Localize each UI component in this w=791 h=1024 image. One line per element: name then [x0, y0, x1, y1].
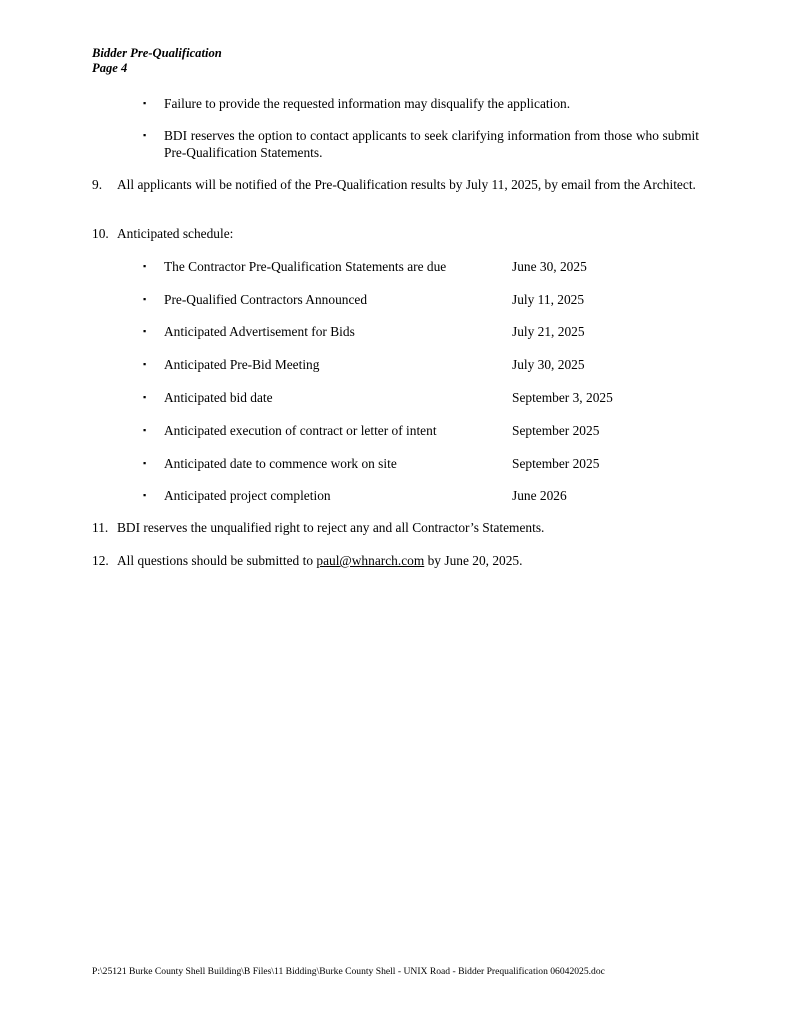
schedule-row — [143, 422, 703, 439]
numbered-item-9 — [92, 176, 699, 193]
schedule-label: Anticipated date to commence work on site — [164, 456, 397, 471]
schedule-row — [143, 258, 703, 275]
bullet-text: BDI reserves the option to contact applicants to seek clarifying information from those who submit Pre-Qualification Statements. — [164, 128, 699, 160]
schedule-date: September 2025 — [512, 423, 600, 438]
schedule-row — [143, 291, 703, 308]
schedule-label: Anticipated Advertisement for Bids — [164, 324, 355, 339]
numbered-item-11 — [92, 519, 699, 536]
schedule-row — [143, 389, 703, 406]
bullet-text: Failure to provide the requested information may disqualify the application. — [164, 96, 571, 111]
bullet-marker: ▪ — [143, 359, 147, 369]
bullet-marker: ▪ — [143, 490, 147, 500]
schedule-row — [143, 323, 703, 340]
bullet-marker: ▪ — [143, 130, 147, 140]
item-number: 10. — [92, 226, 109, 241]
bullet-marker: ▪ — [143, 326, 147, 336]
schedule-date: June 30, 2025 — [512, 259, 587, 274]
schedule-label: Anticipated project completion — [164, 488, 331, 503]
item-number: 11. — [92, 520, 109, 535]
schedule-label: Pre-Qualified Contractors Announced — [164, 292, 368, 307]
schedule-row — [143, 487, 703, 504]
numbered-item-10 — [92, 225, 699, 242]
schedule-date: July 11, 2025 — [512, 292, 585, 307]
document-title: Bidder Pre-Qualification — [92, 46, 222, 60]
item-number: 9. — [92, 177, 103, 192]
item-number: 12. — [92, 553, 109, 568]
bullet-marker: ▪ — [143, 425, 147, 435]
schedule-row — [143, 356, 703, 373]
bullet-marker: ▪ — [143, 261, 147, 271]
schedule-date: July 30, 2025 — [512, 357, 585, 372]
bullet-marker: ▪ — [143, 294, 147, 304]
schedule-label: Anticipated Pre-Bid Meeting — [164, 357, 320, 372]
numbered-item-12 — [92, 552, 699, 569]
schedule-date: July 21, 2025 — [512, 324, 585, 339]
schedule-label: Anticipated bid date — [164, 390, 273, 405]
bullet-marker: ▪ — [143, 458, 147, 468]
schedule-label: The Contractor Pre-Qualification Statements are due — [164, 259, 447, 274]
bullet-marker: ▪ — [143, 392, 147, 402]
page-number: Page 4 — [92, 61, 128, 75]
email-link[interactable]: paul@whnarch.com — [316, 553, 425, 568]
schedule-date: June 2026 — [512, 488, 567, 503]
footer-file-path: P:\25121 Burke County Shell Building\B Files\11 Bidding\Burke County Shell - UNIX Road - Bidder Prequalification 06042025.doc — [92, 966, 605, 977]
bullet-marker: ▪ — [143, 98, 147, 108]
item-text-after: by June 20, 2025. — [424, 553, 523, 568]
item-text-before: All questions should be submitted to — [117, 553, 317, 568]
item-text — [117, 552, 699, 569]
item-text: Anticipated schedule: — [117, 226, 234, 241]
schedule-date: September 2025 — [512, 456, 600, 471]
bullet-item — [143, 127, 699, 161]
schedule-label: Anticipated execution of contract or letter of intent — [164, 423, 437, 438]
item-text: All applicants will be notified of the Pre-Qualification results by July 11, 2025, by email from the Architect. — [117, 177, 696, 192]
bullet-item — [143, 95, 699, 112]
schedule-row — [143, 455, 703, 472]
page-header — [92, 46, 222, 76]
schedule-date: September 3, 2025 — [512, 390, 613, 405]
item-text: BDI reserves the unqualified right to reject any and all Contractor’s Statements. — [117, 520, 545, 535]
